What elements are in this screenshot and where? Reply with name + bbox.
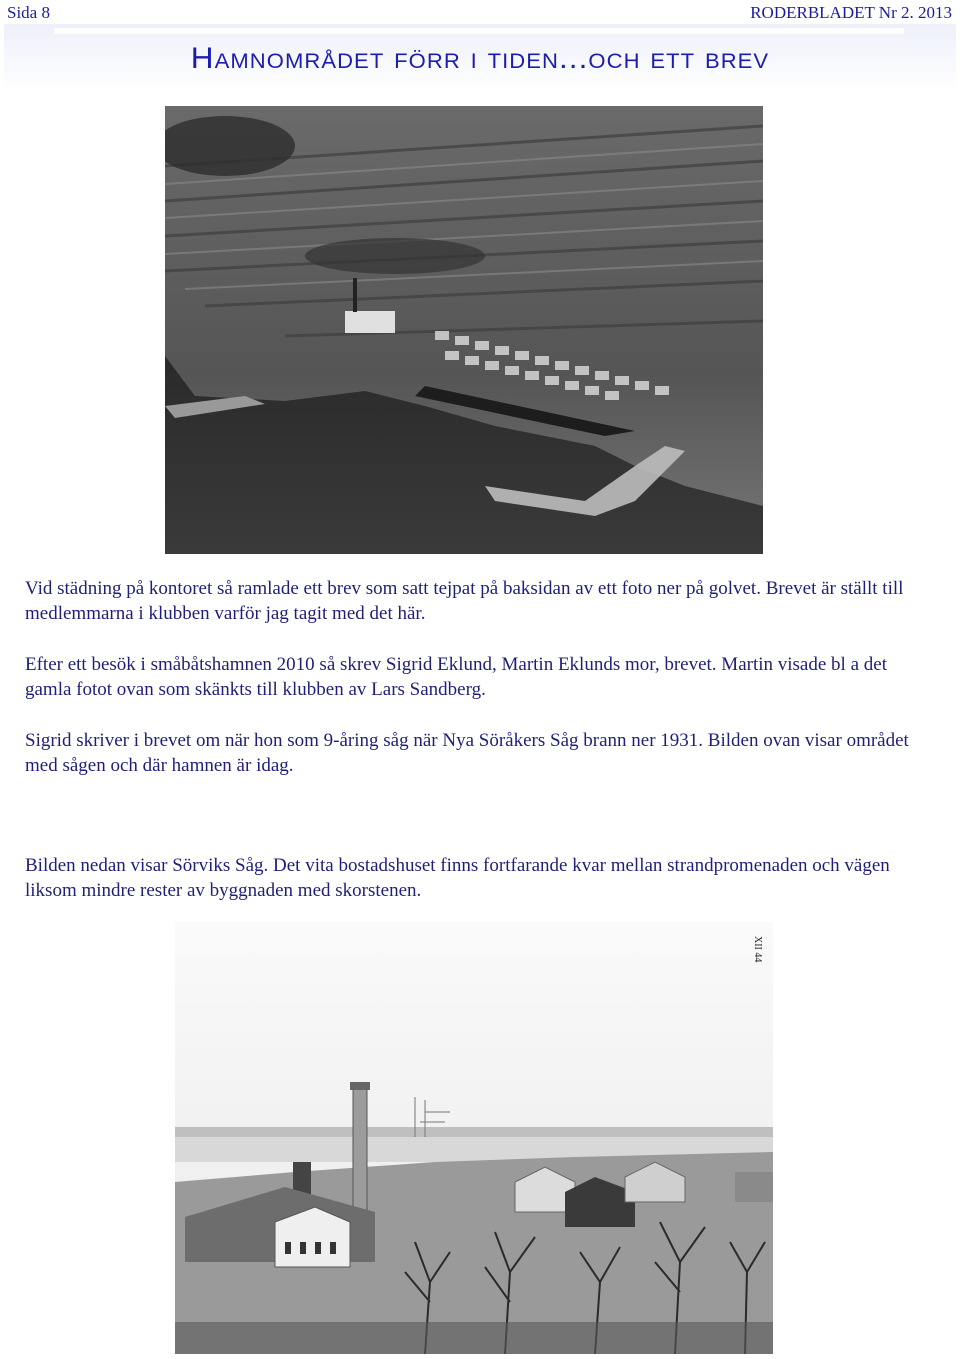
- page-header: [0, 0, 960, 24]
- aerial-photo-image: [165, 106, 763, 554]
- paragraph-sorvik-saw: Bilden nedan visar Sörviks Såg. Det vita bostadshuset finns fortfarande kvar mellan strandpromenaden och vägen liksom mindre rester av byggnaden med skorstenen.: [25, 855, 890, 901]
- photo-archive-stamp: XII 44: [752, 936, 763, 963]
- sorvik-photo-image: [175, 922, 773, 1354]
- paragraph-letter-found: Vid städning på kontoret så ramlade ett brev som satt tejpat på baksidan av ett foto ner på golvet. Brevet är ställt till medlemmarna i klubben varför jag tagit med det här.: [25, 578, 904, 624]
- page-title: Hamnområdet förr i tiden...och ett brev: [190, 42, 770, 75]
- sorvik-saw-photo: [175, 922, 773, 1354]
- publication-issue: RODERBLADET Nr 2. 2013: [750, 3, 952, 22]
- paragraph-fire-1931: Sigrid skriver i brevet om när hon som 9-åring såg när Nya Söråkers Såg brann ner 1931. Bilden ovan visar området med sågen och där hamnen är idag.: [25, 730, 909, 776]
- aerial-harbour-photo: [165, 106, 763, 554]
- paragraph-visit-2010: Efter ett besök i småbåtshamnen 2010 så skrev Sigrid Eklund, Martin Eklunds mor, brevet. Martin visade bl a det gamla fotot ovan som skänkts till klubben av Lars Sandberg.: [25, 654, 887, 700]
- title-band-highlight: [54, 28, 904, 34]
- page-number: Sida 8: [7, 3, 50, 22]
